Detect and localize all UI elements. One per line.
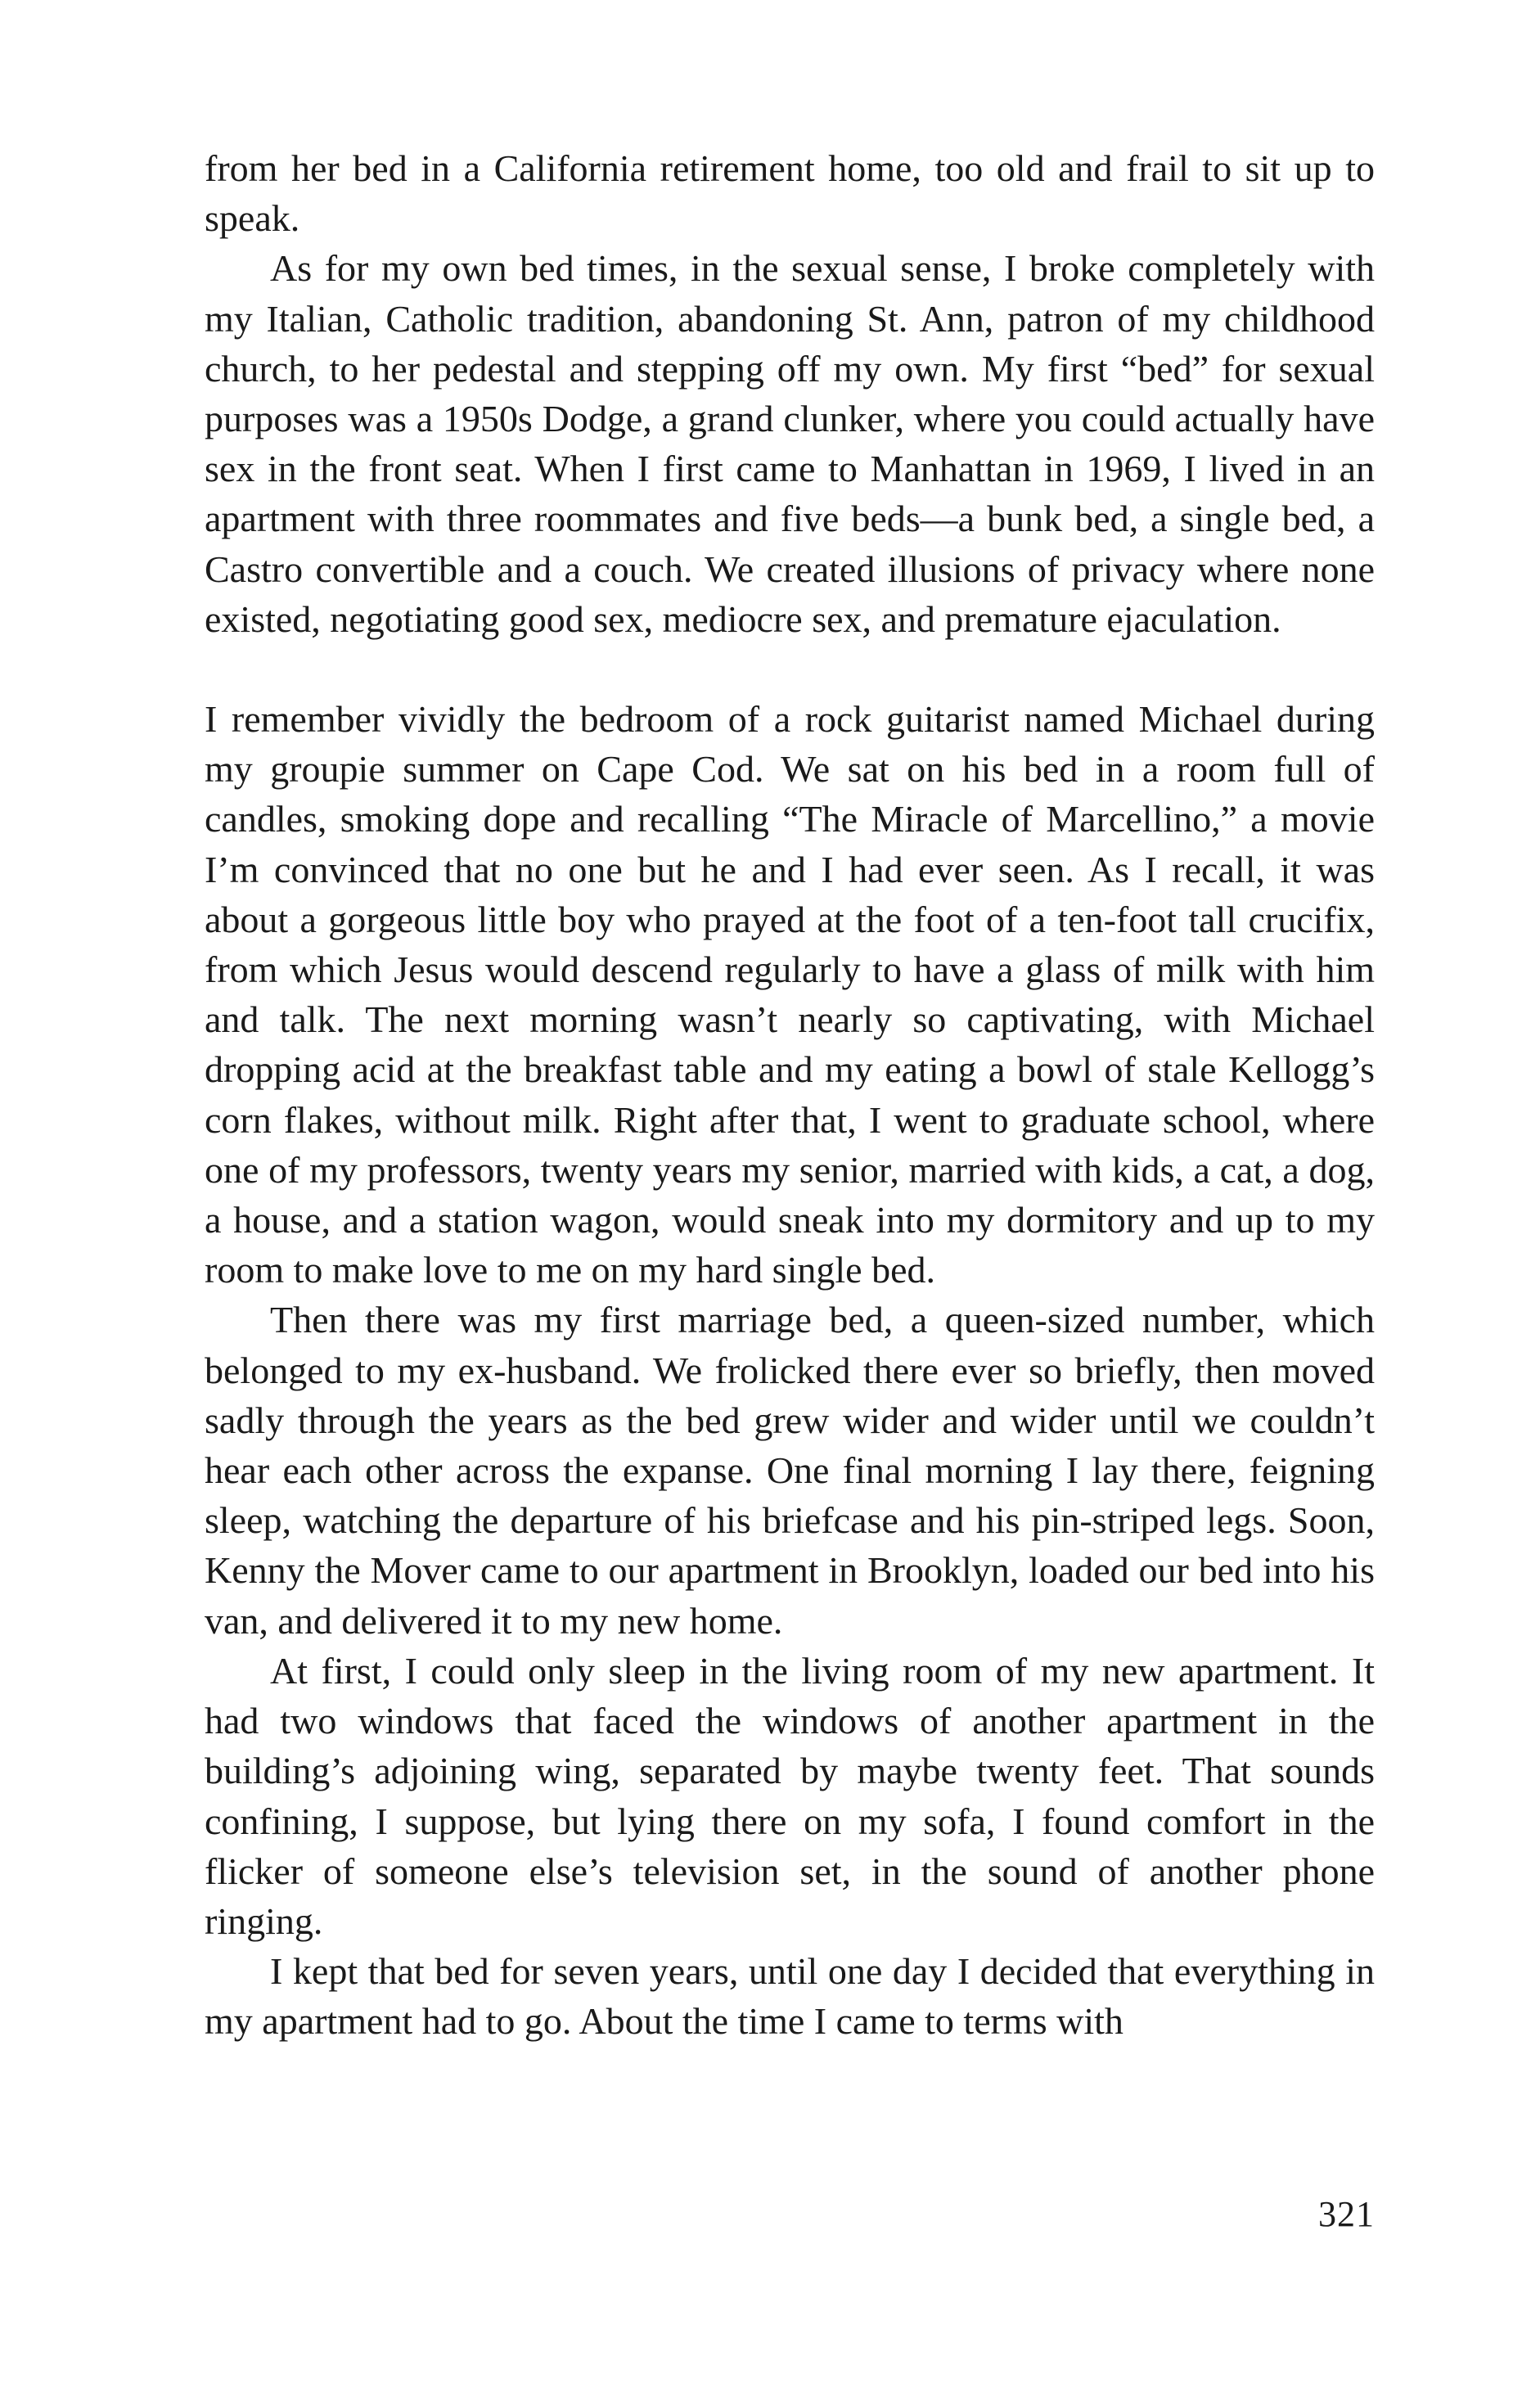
page-number: 321	[1318, 2194, 1375, 2234]
paragraph-2: As for my own bed times, in the sexual sense, I broke completely with my Italian, Catholic tradition, abandoning St. Ann, patron of my childhood church, to her pedestal and stepping off my own. My first “bed” for sexual purposes was a 1950s Dodge, a grand clunker, where you could actually have sex in the front seat. When I first came to Manhattan in 1969, I lived in an apartment with three roommates and five beds—a bunk bed, a single bed, a Castro convertible and a couch. We created illusions of privacy where none existed, negotiating good sex, mediocre sex, and premature ejaculation.	[205, 247, 1375, 640]
body-text	[205, 143, 1375, 2047]
paragraph-5: At first, I could only sleep in the living room of my new apartment. It had two windows that faced the windows of another apartment in the building’s adjoining wing, separated by maybe twenty feet. That sounds confining, I suppose, but lying there on my sofa, I found comfort in the flicker of someone else’s television set, in the sound of another phone ringing.	[205, 1649, 1375, 1942]
paragraph-6: I kept that bed for seven years, until one day I decided that everything in my apartment had to go. About the time I came to terms with	[205, 1950, 1375, 2043]
paragraph-1: from her bed in a California retirement home, too old and frail to sit up to speak.	[205, 147, 1375, 240]
paragraph-4: Then there was my first marriage bed, a queen-sized number, which belonged to my ex-husband. We frolicked there ever so briefly, then moved sadly through the years as the bed grew wider and wider until we couldn’t hear each other across the expanse. One final morning I lay there, feigning sleep, watching the departure of his briefcase and his pin-striped legs. Soon, Kenny the Mover came to our apartment in Brooklyn, loaded our bed into his van, and delivered it to my new home.	[205, 1299, 1375, 1642]
paragraph-3: I remember vividly the bedroom of a rock guitarist named Michael during my groupie summer on Cape Cod. We sat on his bed in a room full of candles, smoking dope and recalling “The Miracle of Marcellino,” a movie I’m convinced that no one but he and I had ever seen. As I recall, it was about a gorgeous little boy who prayed at the foot of a ten-foot tall crucifix, from which Jesus would descend regularly to have a glass of milk with him and talk. The next morning wasn’t nearly so captivating, with Michael dropping acid at the breakfast table and my eating a bowl of stale Kellogg’s corn flakes, without milk. Right after that, I went to graduate school, where one of my professors, twenty years my senior, married with kids, a cat, a dog, a house, and a station wagon, would sneak into my dormitory and up to my room to make love to me on my hard single bed.	[205, 698, 1375, 1291]
